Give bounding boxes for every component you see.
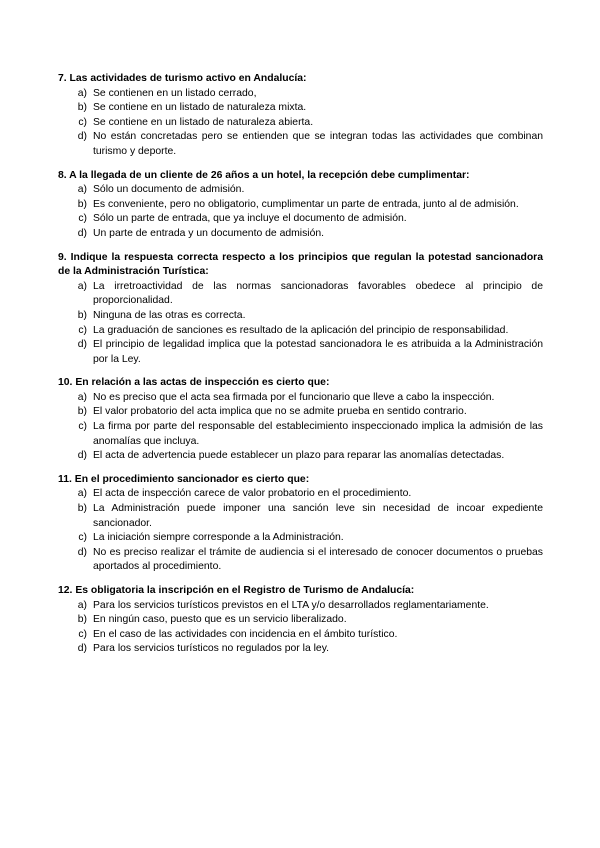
option-item — [58, 227, 543, 242]
option-letter: c) — [78, 324, 87, 336]
option-item — [58, 116, 543, 131]
option-list — [58, 487, 543, 575]
option-text: Es conveniente, pero no obligatorio, cumplimentar un parte de entrada, junto al de admisión. — [93, 198, 519, 210]
option-item — [58, 391, 543, 406]
option-item — [58, 546, 543, 575]
option-text: En ningún caso, puesto que es un servicio liberalizado. — [93, 614, 347, 626]
option-letter: c) — [78, 116, 87, 128]
question-list — [58, 72, 543, 666]
option-letter: d) — [77, 131, 87, 143]
option-letter: d) — [77, 450, 87, 462]
option-letter: a) — [77, 391, 87, 403]
option-list — [58, 87, 543, 160]
option-item — [58, 101, 543, 116]
option-item — [58, 324, 543, 339]
option-text: No es preciso que el acta sea firmada por el funcionario que lleve a cabo la inspección. — [93, 391, 495, 403]
question-title: 8. A la llegada de un cliente de 26 años a un hotel, la recepción debe cumplimentar: — [58, 169, 470, 181]
option-letter: b) — [77, 614, 87, 626]
option-item — [58, 502, 543, 531]
option-item — [58, 642, 543, 657]
option-item — [58, 487, 543, 502]
option-item — [58, 309, 543, 324]
option-text: La irretroactividad de las normas sancionadoras favorables obedece al principio de proporcionalidad. — [93, 280, 543, 307]
option-text: El valor probatorio del acta implica que no se admite prueba en sentido contrario. — [93, 406, 467, 418]
option-list — [58, 599, 543, 657]
option-item — [58, 449, 543, 464]
option-item — [58, 87, 543, 102]
option-text: No es preciso realizar el trámite de audiencia si el interesado de conocer documentos o pruebas aportados al procedimiento. — [93, 546, 543, 573]
option-text: En el caso de las actividades con incidencia en el ámbito turístico. — [93, 628, 398, 640]
option-letter: a) — [77, 280, 87, 292]
option-letter: c) — [78, 628, 87, 640]
question-title: 9. Indique la respuesta correcta respecto a los principios que regulan la potestad sancionadora de la Administración Turística: — [58, 251, 543, 278]
option-letter: c) — [78, 421, 87, 433]
option-text: El acta de inspección carece de valor probatorio en el procedimiento. — [93, 488, 412, 500]
option-letter: d) — [77, 546, 87, 558]
option-text: El acta de advertencia puede establecer un plazo para reparar las anomalías detectadas. — [93, 450, 505, 462]
question-10 — [58, 376, 543, 464]
option-letter: a) — [77, 599, 87, 611]
question-8 — [58, 169, 543, 242]
option-letter: d) — [77, 339, 87, 351]
question-9 — [58, 251, 543, 368]
question-11 — [58, 473, 543, 575]
option-list — [58, 183, 543, 241]
option-letter: b) — [77, 503, 87, 515]
question-title: 12. Es obligatoria la inscripción en el Registro de Turismo de Andalucía: — [58, 585, 415, 596]
option-letter: b) — [77, 406, 87, 418]
option-text: Ninguna de las otras es correcta. — [93, 309, 246, 321]
question-title: 10. En relación a las actas de inspección es cierto que: — [58, 377, 330, 389]
option-letter: a) — [77, 488, 87, 500]
option-letter: c) — [78, 532, 87, 544]
option-item — [58, 531, 543, 546]
option-text: Para los servicios turísticos previstos en el LTA y/o desarrollados reglamentariamente. — [93, 599, 489, 611]
option-text: La Administración puede imponer una sanción leve sin necesidad de incoar expediente sancionador. — [93, 503, 543, 529]
option-letter: a) — [77, 87, 87, 99]
option-letter: b) — [77, 309, 87, 321]
option-letter: d) — [77, 643, 87, 655]
option-text: Sólo un documento de admisión. — [93, 184, 245, 196]
option-letter: a) — [77, 184, 87, 196]
option-item — [58, 628, 543, 643]
option-item — [58, 420, 543, 449]
option-letter: d) — [77, 227, 87, 239]
question-7 — [58, 72, 543, 160]
option-item — [58, 212, 543, 227]
option-text: No están concretadas pero se entienden que se integran todas las actividades que combinan turismo y deporte. — [93, 131, 543, 157]
option-text: La graduación de sanciones es resultado de la aplicación del principio de responsabilidad. — [93, 324, 509, 336]
option-letter: c) — [78, 213, 87, 225]
option-item — [58, 198, 543, 213]
question-title: 7. Las actividades de turismo activo en Andalucía: — [58, 73, 307, 84]
option-text: Sólo un parte de entrada, que ya incluye el documento de admisión. — [93, 213, 407, 225]
option-text: Se contiene en un listado de naturaleza abierta. — [93, 116, 314, 128]
option-item — [58, 405, 543, 420]
option-text: Un parte de entrada y un documento de admisión. — [93, 227, 325, 239]
question-12 — [58, 584, 543, 657]
question-title: 11. En el procedimiento sancionador es cierto que: — [58, 473, 310, 485]
option-list — [58, 280, 543, 368]
option-item — [58, 338, 543, 367]
option-text: Para los servicios turísticos no regulados por la ley. — [93, 643, 330, 655]
option-item — [58, 280, 543, 309]
option-text: Se contienen en un listado cerrado, — [93, 87, 257, 99]
option-letter: b) — [77, 198, 87, 210]
option-item — [58, 613, 543, 628]
option-item — [58, 599, 543, 614]
option-letter: b) — [77, 102, 87, 114]
option-text: La firma por parte del responsable del establecimiento inspeccionado implica la admisión de las anomalías que incluya. — [93, 421, 543, 447]
option-item — [58, 130, 543, 159]
option-text: El principio de legalidad implica que la potestad sancionadora le es atribuida a la Administración por la Ley. — [93, 339, 543, 365]
option-text: La iniciación siempre corresponde a la Administración. — [93, 532, 344, 544]
option-text: Se contiene en un listado de naturaleza mixta. — [93, 102, 307, 114]
option-list — [58, 391, 543, 464]
option-item — [58, 183, 543, 198]
